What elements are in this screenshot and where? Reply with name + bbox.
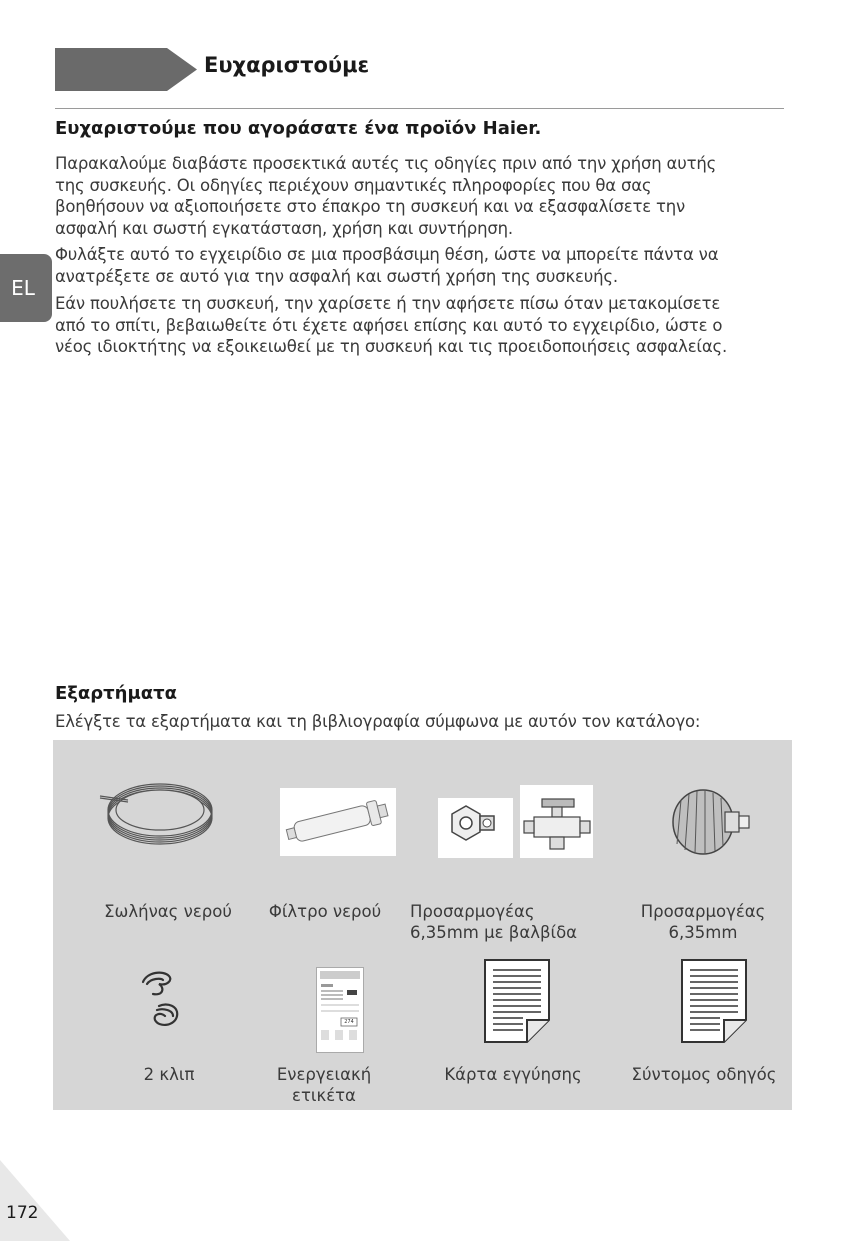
- paragraph-line: βοηθήσουν να αξιοποιήσετε στο έπακρο τη συσκευή και να εξασφαλίσετε την: [55, 197, 686, 216]
- valve-image: [520, 785, 593, 858]
- transfer-paragraph: [55, 293, 790, 358]
- paragraph-line: ασφαλή και σωστή εγκατάσταση, χρήση και συντήρηση.: [55, 218, 513, 238]
- paragraph-line: Φυλάξτε αυτό το εγχειρίδιο σε μια προσβάσιμη θέση, ώστε να μπορείτε πάντα να: [55, 245, 719, 264]
- accessories-intro: Ελέγξτε τα εξαρτήματα και τη βιβλιογραφία σύμφωνα με αυτόν τον κατάλογο:: [55, 712, 701, 731]
- paragraph-line: ανατρέξετε σε αυτό για την ασφαλή και σωστή χρήση της συσκευής.: [55, 266, 618, 286]
- water-filter-image: [280, 788, 396, 856]
- adapter-icon: [665, 784, 755, 862]
- item-caption: Σύντομος οδηγός: [631, 1065, 777, 1084]
- adapter-with-valve-icon: [438, 798, 513, 858]
- paragraph-line: από το σπίτι, βεβαιωθείτε ότι έχετε αφήσει επίσης και αυτό το εγχειρίδιο, ώστε ο: [55, 315, 723, 335]
- clips-icon: [133, 970, 193, 1036]
- warranty-card-icon: [483, 958, 553, 1046]
- page-number: 172: [6, 1203, 39, 1223]
- item-caption: Προσαρμογέας 6,35mm με βαλβίδα: [410, 902, 578, 942]
- item-caption: 2 κλιπ: [143, 1065, 195, 1084]
- paragraph-line: της συσκευής. Οι οδηγίες περιέχουν σημαντικές πληροφορίες που θα σας: [55, 175, 652, 195]
- item-caption: Κάρτα εγγύησης: [444, 1065, 582, 1084]
- paragraph-line: νέος ιδιοκτήτης να εξοικειωθεί με τη συσκευή και τις προειδοποιήσεις ασφαλείας.: [55, 337, 728, 356]
- item-caption: Φίλτρο νερού: [268, 902, 382, 921]
- energy-label-icon: [317, 968, 363, 1052]
- storage-paragraph: [55, 244, 790, 287]
- quick-guide-icon: [680, 958, 750, 1046]
- intro-paragraph: [55, 153, 790, 239]
- thanks-heading: Ευχαριστούμε που αγοράσατε ένα προϊόν Haier.: [55, 118, 542, 139]
- language-tab: EL: [0, 254, 52, 322]
- page-corner-decoration: [0, 1160, 70, 1241]
- water-filter-icon: [280, 788, 396, 856]
- energy-label-image: [316, 967, 364, 1053]
- item-caption: Σωλήνας νερού: [104, 902, 232, 921]
- header-arrow-banner: [55, 48, 197, 91]
- energy-label-number: 274: [344, 1019, 354, 1025]
- valve-icon: [520, 785, 593, 858]
- header-divider: [55, 108, 784, 109]
- adapter-nut-image: [438, 798, 513, 858]
- water-pipe-coil-icon: [98, 780, 218, 850]
- paragraph-line: Παρακαλούμε διαβάστε προσεκτικά αυτές τις οδηγίες πριν από την χρήση αυτής: [55, 154, 717, 173]
- item-caption: Προσαρμογέας 6,35mm: [640, 902, 766, 942]
- accessories-panel: [53, 740, 792, 1110]
- page-title: Ευχαριστούμε: [204, 53, 370, 77]
- accessories-heading: Εξαρτήματα: [55, 683, 177, 704]
- item-caption: Ενεργειακή ετικέτα: [276, 1065, 372, 1105]
- paragraph-line: Εάν πουλήσετε τη συσκευή, την χαρίσετε ή την αφήσετε πίσω όταν μετακομίσετε: [55, 294, 721, 313]
